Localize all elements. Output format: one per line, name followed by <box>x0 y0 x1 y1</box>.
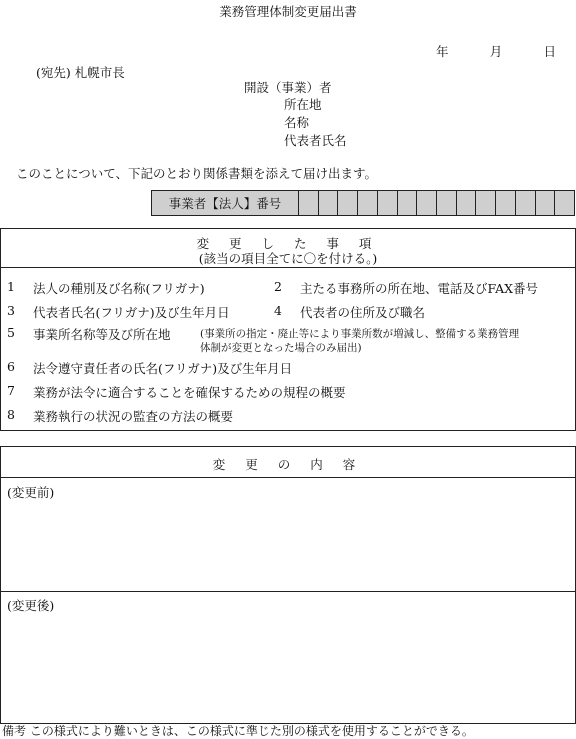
changed-items-box <box>0 228 576 431</box>
changed-items-instruction: (該当の項目全てに〇を付ける。) <box>198 251 378 266</box>
item-number: 4 <box>274 303 282 318</box>
date-fields <box>436 42 556 60</box>
corporate-number-cell[interactable] <box>358 191 378 215</box>
form-title: 業務管理体制変更届出書 <box>219 4 357 19</box>
before-change-field[interactable] <box>1 501 575 589</box>
divider <box>1 591 575 592</box>
item-number: 7 <box>7 383 15 398</box>
addressee: (宛先) 札幌市長 <box>36 65 125 80</box>
corporate-number-cell[interactable] <box>476 191 496 215</box>
corporate-number-cell[interactable] <box>398 191 418 215</box>
item-text: 代表者の住所及び職名 <box>300 305 426 320</box>
after-change-field[interactable] <box>1 615 575 721</box>
corporate-number-cell[interactable] <box>437 191 457 215</box>
representative-name-label: 代表者氏名 <box>284 133 347 148</box>
corporate-number-cell[interactable] <box>496 191 516 215</box>
operator-address-label: 所在地 <box>284 97 322 112</box>
corporate-number-label: 事業者【法人】番号 <box>152 191 299 215</box>
corporate-number-cell[interactable] <box>536 191 556 215</box>
notice-text: このことについて、下記のとおり関係書類を添えて届け出ます。 <box>16 166 378 181</box>
item-text: 主たる事務所の所在地、電話及びFAX番号 <box>300 281 539 296</box>
item-text: 法人の種別及び名称(フリガナ) <box>33 281 205 296</box>
operator-name-label: 名称 <box>284 115 310 130</box>
item-number: 8 <box>7 407 15 422</box>
remark-note: 備考 この様式により難いときは、この様式に準じた別の様式を使用することができる。 <box>2 724 474 738</box>
change-details-box <box>0 446 576 724</box>
corporate-number-row <box>151 190 575 216</box>
corporate-number-cell[interactable] <box>457 191 477 215</box>
change-details-header <box>1 447 575 478</box>
corporate-number-cell[interactable] <box>417 191 437 215</box>
item-note: 体制が変更となった場合のみ届出) <box>200 342 362 354</box>
changed-items-header <box>1 229 575 268</box>
date-day-label: 日 <box>543 44 556 59</box>
changed-items-heading: 変 更 し た 事 項 <box>196 236 380 251</box>
corporate-number-cell[interactable] <box>378 191 398 215</box>
corporate-number-cell[interactable] <box>516 191 536 215</box>
item-number: 3 <box>7 303 15 318</box>
corporate-number-cell[interactable] <box>299 191 319 215</box>
item-number: 6 <box>7 359 15 374</box>
corporate-number-cell[interactable] <box>319 191 339 215</box>
date-year-label: 年 <box>436 44 449 59</box>
date-month-label: 月 <box>489 44 503 59</box>
change-details-heading: 変 更 の 内 容 <box>212 457 364 472</box>
operator-label: 開設（事業）者 <box>244 80 332 95</box>
item-text: 業務が法令に適合することを確保するための規程の概要 <box>33 385 346 400</box>
item-text: 事業所名称等及び所在地 <box>33 327 171 342</box>
item-text: 業務執行の状況の監査の方法の概要 <box>33 409 234 424</box>
after-change-label: (変更後) <box>7 598 55 613</box>
item-number: 2 <box>274 279 282 294</box>
corporate-number-cell[interactable] <box>338 191 358 215</box>
item-text: 法令遵守責任者の氏名(フリガナ)及び生年月日 <box>33 361 293 376</box>
item-number: 1 <box>7 279 15 294</box>
before-change-label: (変更前) <box>7 485 55 500</box>
item-number: 5 <box>7 325 15 340</box>
item-note: (事業所の指定・廃止等により事業所数が増減し、整備する業務管理 <box>200 328 520 340</box>
item-text: 代表者氏名(フリガナ)及び生年月日 <box>33 305 230 320</box>
corporate-number-cell[interactable] <box>555 191 574 215</box>
